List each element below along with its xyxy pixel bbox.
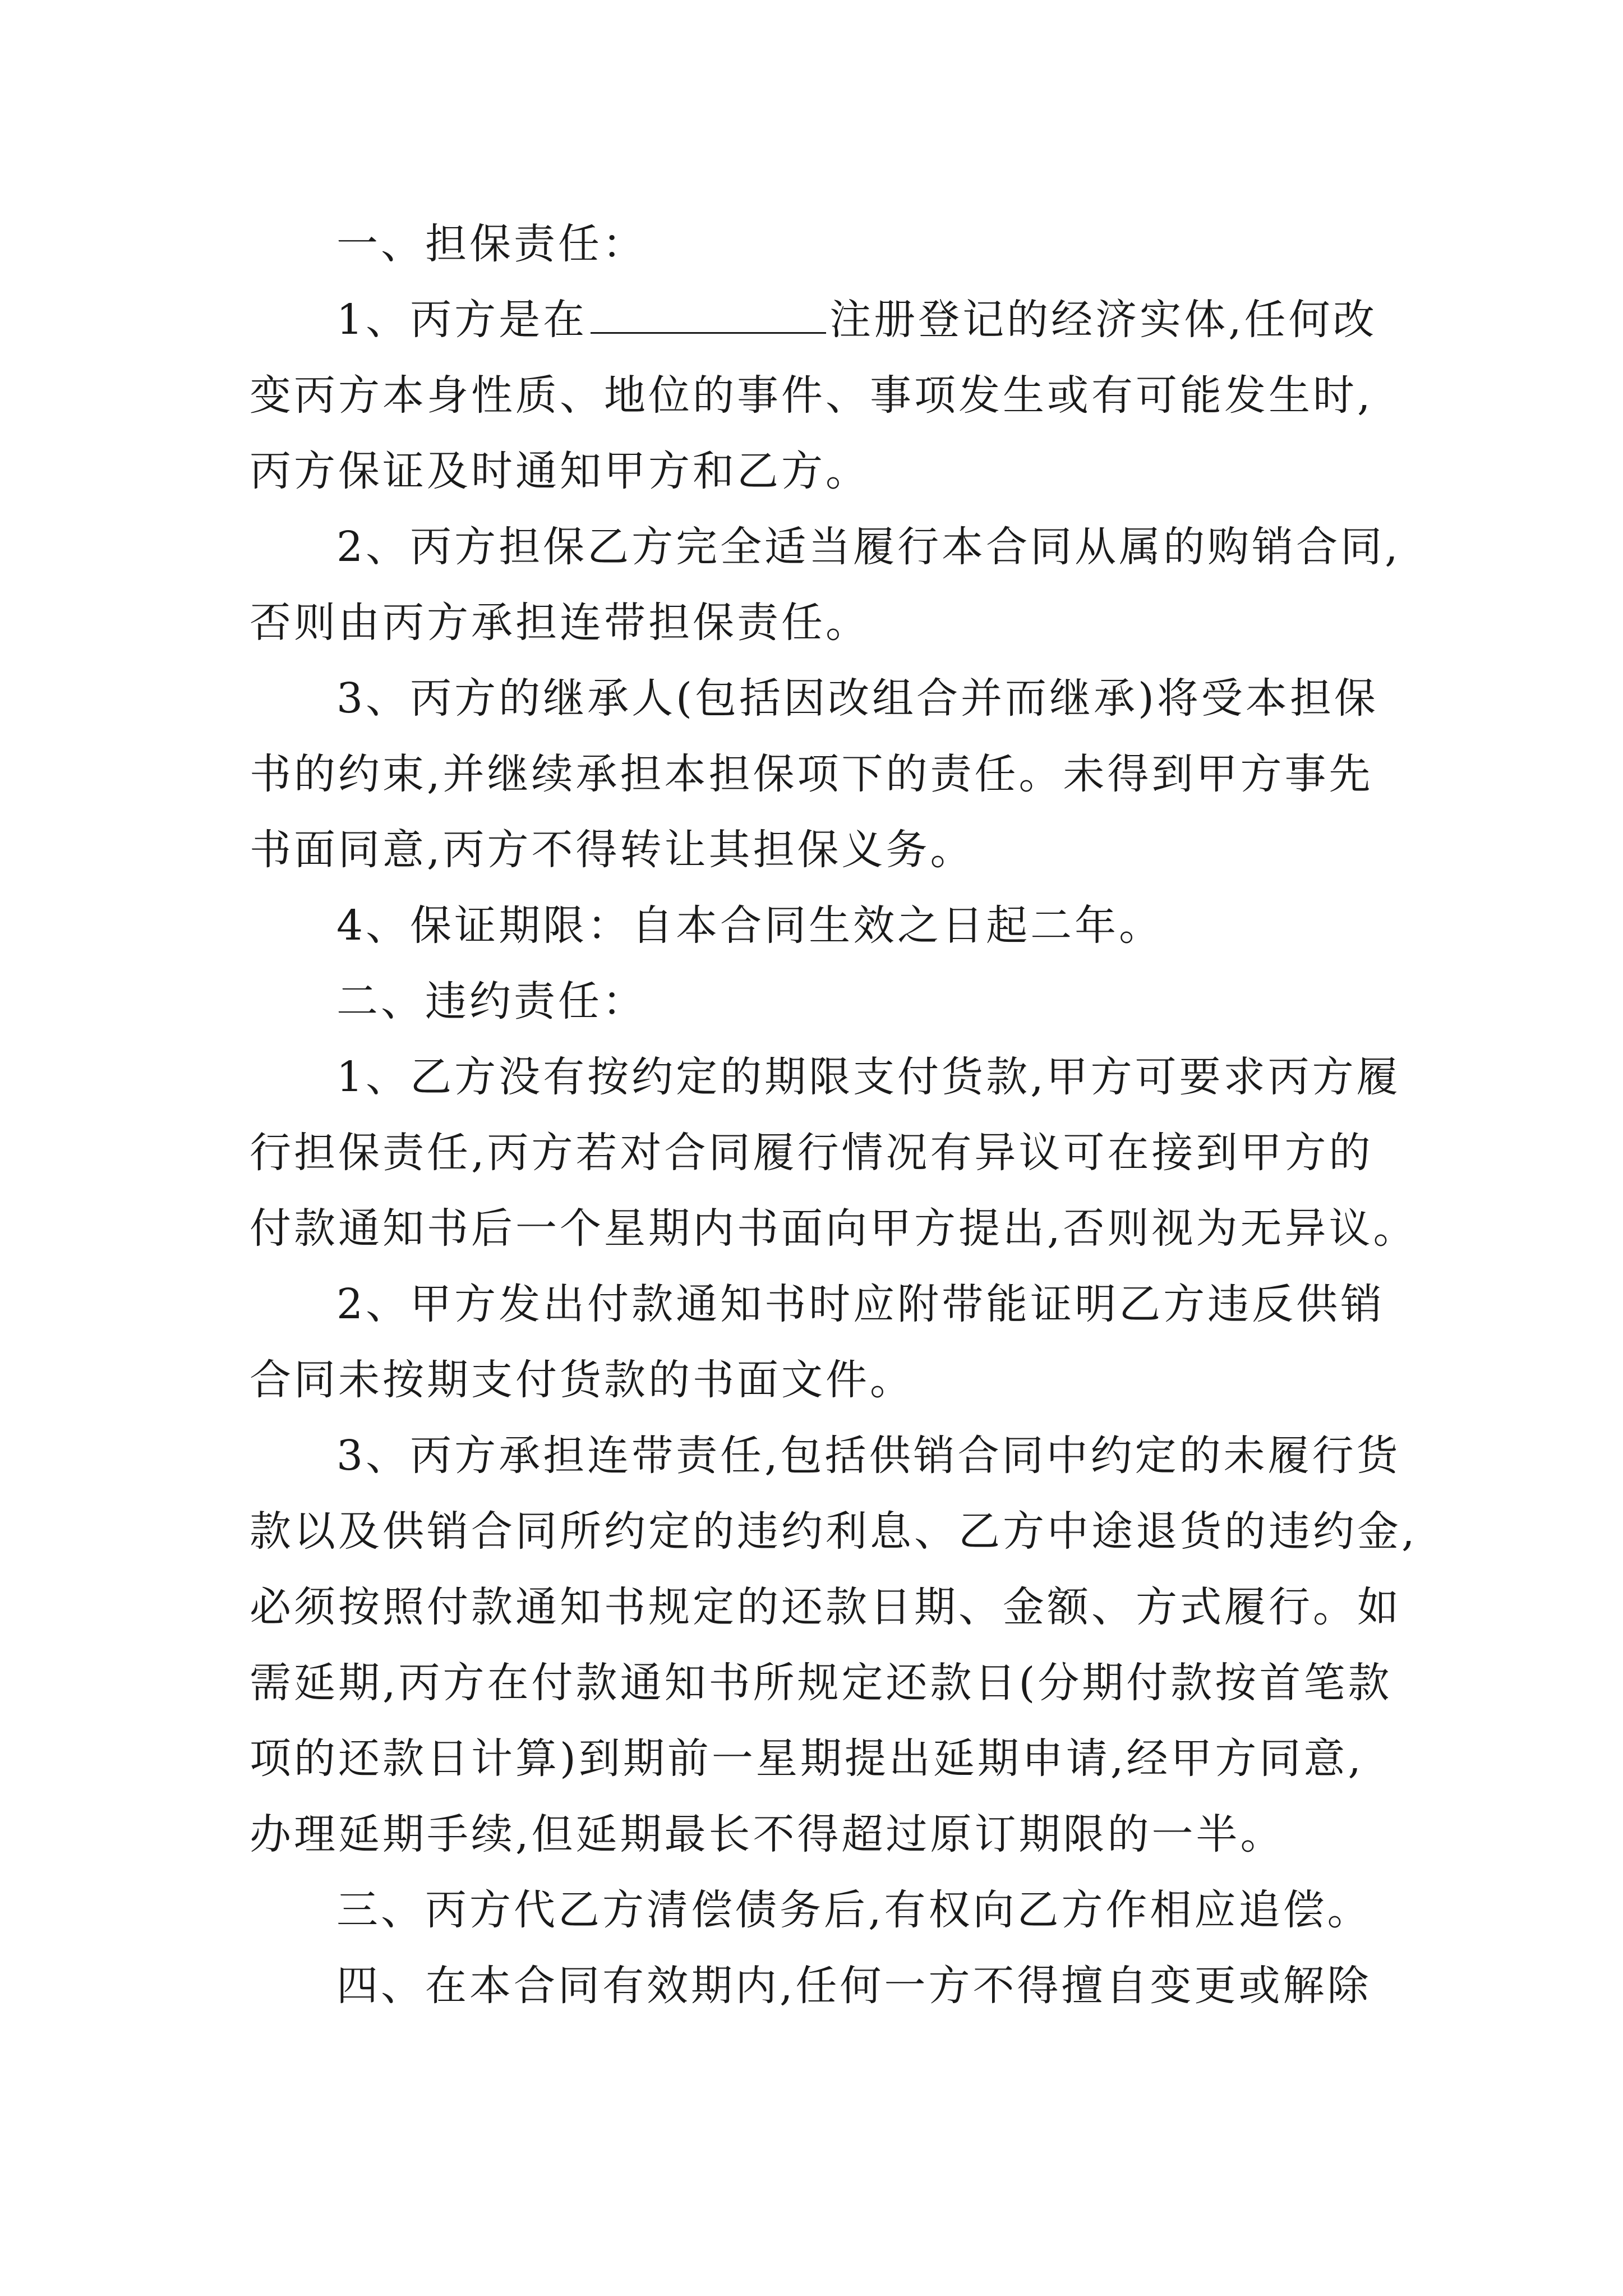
paragraph-line: 2、甲方发出付款通知书时应附带能证明乙方违反供销 <box>336 1280 1385 1328</box>
paragraph-line: 书的约束,并继续承担本担保项下的责任。未得到甲方事先 <box>250 750 1373 798</box>
paragraph-line: 付款通知书后一个星期内书面向甲方提出,否则视为无异议。 <box>250 1204 1418 1253</box>
section-heading-recourse: 三、丙方代乙方清偿债务后,有权向乙方作相应追偿。 <box>336 1886 1372 1934</box>
paragraph-line: 项的还款日计算)到期前一星期提出延期申请,经甲方同意, <box>250 1734 1364 1783</box>
paragraph-line: 必须按照付款通知书规定的还款日期、金额、方式履行。如 <box>250 1583 1401 1631</box>
paragraph-line: 3、丙方承担连带责任,包括供销合同中约定的未履行货 <box>336 1432 1401 1480</box>
section-heading-modification: 四、在本合同有效期内,任何一方不得擅自变更或解除 <box>336 1962 1372 2010</box>
paragraph-line: 行担保责任,丙方若对合同履行情况有异议可在接到甲方的 <box>250 1129 1373 1177</box>
paragraph-line: 1、乙方没有按约定的期限支付货款,甲方可要求丙方履 <box>336 1053 1401 1101</box>
paragraph-line: 需延期,丙方在付款通知书所规定还款日(分期付款按首笔款 <box>250 1659 1393 1707</box>
text-segment: 注册登记的经济实体,任何改 <box>829 296 1377 344</box>
paragraph-line: 变丙方本身性质、地位的事件、事项发生或有可能发生时, <box>250 371 1373 420</box>
paragraph-line: 否则由丙方承担连带担保责任。 <box>250 599 870 647</box>
paragraph-line: 书面同意,丙方不得转让其担保义务。 <box>250 826 975 874</box>
paragraph-line: 丙方保证及时通知甲方和乙方。 <box>250 447 870 495</box>
paragraph-line: 3、丙方的继承人(包括因改组合并而继承)将受本担保 <box>336 674 1378 723</box>
paragraph-line: 合同未按期支付货款的书面文件。 <box>250 1356 914 1404</box>
paragraph-line <box>336 292 1394 348</box>
section-heading-breach: 二、违约责任： <box>336 977 647 1025</box>
paragraph-line: 款以及供销合同所约定的违约利息、乙方中途退货的违约金, <box>250 1507 1418 1556</box>
paragraph-line: 4、保证期限：自本合同生效之日起二年。 <box>336 901 1164 950</box>
fill-in-blank <box>591 298 826 334</box>
paragraph-line: 办理延期手续,但延期最长不得超过原订期限的一半。 <box>250 1810 1285 1858</box>
text-segment: 1、丙方是在 <box>336 296 588 344</box>
paragraph-line: 2、丙方担保乙方完全适当履行本合同从属的购销合同, <box>336 523 1401 571</box>
section-heading-guarantee: 一、担保责任： <box>336 220 647 268</box>
